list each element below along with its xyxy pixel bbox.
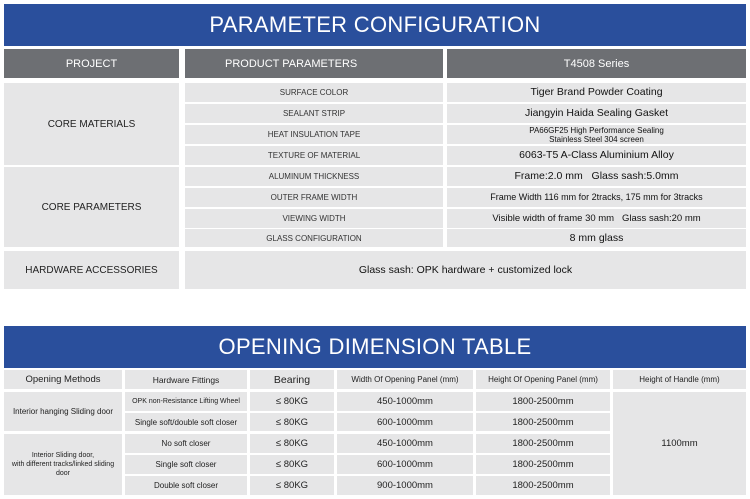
label-text: GLASS CONFIGURATION [266, 233, 362, 243]
bearing-value: ≤ 80KG [275, 438, 309, 449]
value-texture-of-material [447, 146, 746, 165]
header-opening-methods [4, 370, 122, 389]
value-viewing-width [447, 209, 746, 228]
value-text-line1: PA66GF25 High Performance Sealing [529, 125, 664, 135]
group-hardware-accessories [4, 251, 179, 289]
fitting-label: No soft closer [161, 439, 211, 448]
bearing-cell [250, 455, 334, 474]
width-value: 600-1000mm [377, 459, 433, 470]
fitting-label: Single soft closer [155, 460, 217, 469]
fitting-cell [125, 455, 247, 474]
value-glass-configuration [447, 229, 746, 247]
header-label: Bearing [273, 373, 311, 386]
value-outer-frame-width [447, 188, 746, 207]
label-surface-color [185, 83, 443, 102]
header-project-label: PROJECT [65, 57, 118, 70]
label-texture-of-material [185, 146, 443, 165]
header-label: Hardware Fittings [152, 374, 220, 385]
height-cell [476, 413, 610, 431]
label-aluminum-thickness [185, 167, 443, 186]
bearing-cell [250, 476, 334, 495]
handle-height-cell [613, 392, 746, 495]
label-text: ALUMINUM THICKNESS [268, 172, 360, 181]
label-text: SEALANT STRIP [282, 109, 346, 118]
method-label: Interior hanging Sliding door [12, 407, 114, 416]
value-text: Jiangyin Haida Sealing Gasket [524, 107, 668, 119]
header-label: Height of Handle (mm) [639, 375, 720, 384]
label-heat-insulation-tape [185, 125, 443, 144]
fitting-cell [125, 392, 247, 411]
opening-title-banner [4, 326, 746, 368]
value-text: 8 mm glass [569, 231, 624, 244]
group-hardware-accessories-label: HARDWARE ACCESSORIES [25, 264, 158, 276]
label-text: OUTER FRAME WIDTH [270, 193, 358, 202]
header-label: Height Of Opening Panel (mm) [488, 375, 598, 384]
height-cell [476, 434, 610, 453]
width-value: 900-1000mm [377, 480, 433, 491]
fitting-cell [125, 413, 247, 431]
bearing-cell [250, 413, 334, 431]
value-text: Visible width of frame 30 mm Glass sash:20 mm [492, 213, 701, 224]
value-text: Frame Width 116 mm for 2tracks, 175 mm for 3tracks [490, 192, 703, 202]
value-hardware-accessories [185, 251, 746, 289]
header-height [476, 370, 610, 389]
header-series-label: T4508 Series [563, 57, 630, 70]
height-value: 1800-2500mm [512, 416, 574, 428]
group-core-parameters [4, 167, 179, 247]
group-core-materials [4, 83, 179, 165]
label-text: VIEWING WIDTH [282, 214, 346, 223]
value-text: 6063-T5 A-Class Aluminium Alloy [519, 149, 674, 161]
value-text: Frame:2.0 mm Glass sash:5.0mm [514, 170, 679, 182]
fitting-label: Single soft/double soft closer [134, 417, 238, 427]
label-sealant-strip [185, 104, 443, 123]
height-value: 1800-2500mm [512, 396, 574, 407]
width-value: 450-1000mm [377, 396, 433, 407]
header-label: Opening Methods [25, 374, 101, 385]
header-bearing [250, 370, 334, 389]
fitting-label: OPK non-Resistance Lifting Wheel [132, 398, 240, 405]
label-glass-configuration [185, 229, 443, 247]
handle-height-value: 1100mm [661, 438, 698, 449]
bearing-cell [250, 434, 334, 453]
value-text-line2: Stainless Steel 304 screen [549, 134, 644, 144]
value-aluminum-thickness [447, 167, 746, 186]
value-heat-insulation-tape [447, 125, 746, 144]
method-label-line1: Interior Sliding door, [31, 452, 95, 459]
bearing-value: ≤ 80KG [275, 416, 309, 428]
bearing-cell [250, 392, 334, 411]
group-core-parameters-label: CORE PARAMETERS [41, 201, 142, 213]
group-core-materials-label: CORE MATERIALS [47, 118, 136, 130]
parameter-title: PARAMETER CONFIGURATION [209, 12, 541, 37]
header-handle-height [613, 370, 746, 389]
header-product-parameters-label: PRODUCT PARAMETERS [225, 57, 358, 70]
value-surface-color [447, 83, 746, 102]
method-label-line2: with different tracks/linked sliding door [11, 461, 115, 477]
header-project [4, 49, 179, 78]
header-width [337, 370, 473, 389]
parameter-title-banner [4, 4, 746, 46]
height-cell [476, 392, 610, 411]
method-interior-sliding [4, 434, 122, 495]
header-hardware-fittings [125, 370, 247, 389]
width-value: 450-1000mm [377, 438, 433, 449]
value-text: Tiger Brand Powder Coating [530, 86, 663, 98]
label-text: HEAT INSULATION TAPE [267, 130, 361, 139]
bearing-value: ≤ 80KG [275, 459, 309, 470]
height-value: 1800-2500mm [512, 480, 574, 491]
bearing-value: ≤ 80KG [275, 480, 309, 491]
label-outer-frame-width [185, 188, 443, 207]
header-label: Width Of Opening Panel (mm) [351, 375, 459, 384]
height-value: 1800-2500mm [512, 438, 574, 449]
width-cell [337, 476, 473, 495]
label-viewing-width [185, 209, 443, 228]
width-value: 600-1000mm [377, 416, 433, 428]
header-series [447, 49, 746, 78]
method-interior-hanging [4, 392, 122, 431]
value-sealant-strip [447, 104, 746, 123]
height-cell [476, 455, 610, 474]
fitting-cell [125, 434, 247, 453]
fitting-label: Double soft closer [153, 481, 219, 490]
height-cell [476, 476, 610, 495]
label-text: TEXTURE OF MATERIAL [267, 151, 361, 160]
width-cell [337, 413, 473, 431]
bearing-value: ≤ 80KG [275, 396, 309, 407]
value-text: Glass sash: OPK hardware + customized lock [358, 263, 573, 276]
label-text: SURFACE COLOR [279, 88, 349, 97]
header-product-parameters [185, 49, 443, 78]
width-cell [337, 455, 473, 474]
opening-title: OPENING DIMENSION TABLE [218, 334, 532, 359]
height-value: 1800-2500mm [512, 459, 574, 470]
width-cell [337, 434, 473, 453]
width-cell [337, 392, 473, 411]
fitting-cell [125, 476, 247, 495]
